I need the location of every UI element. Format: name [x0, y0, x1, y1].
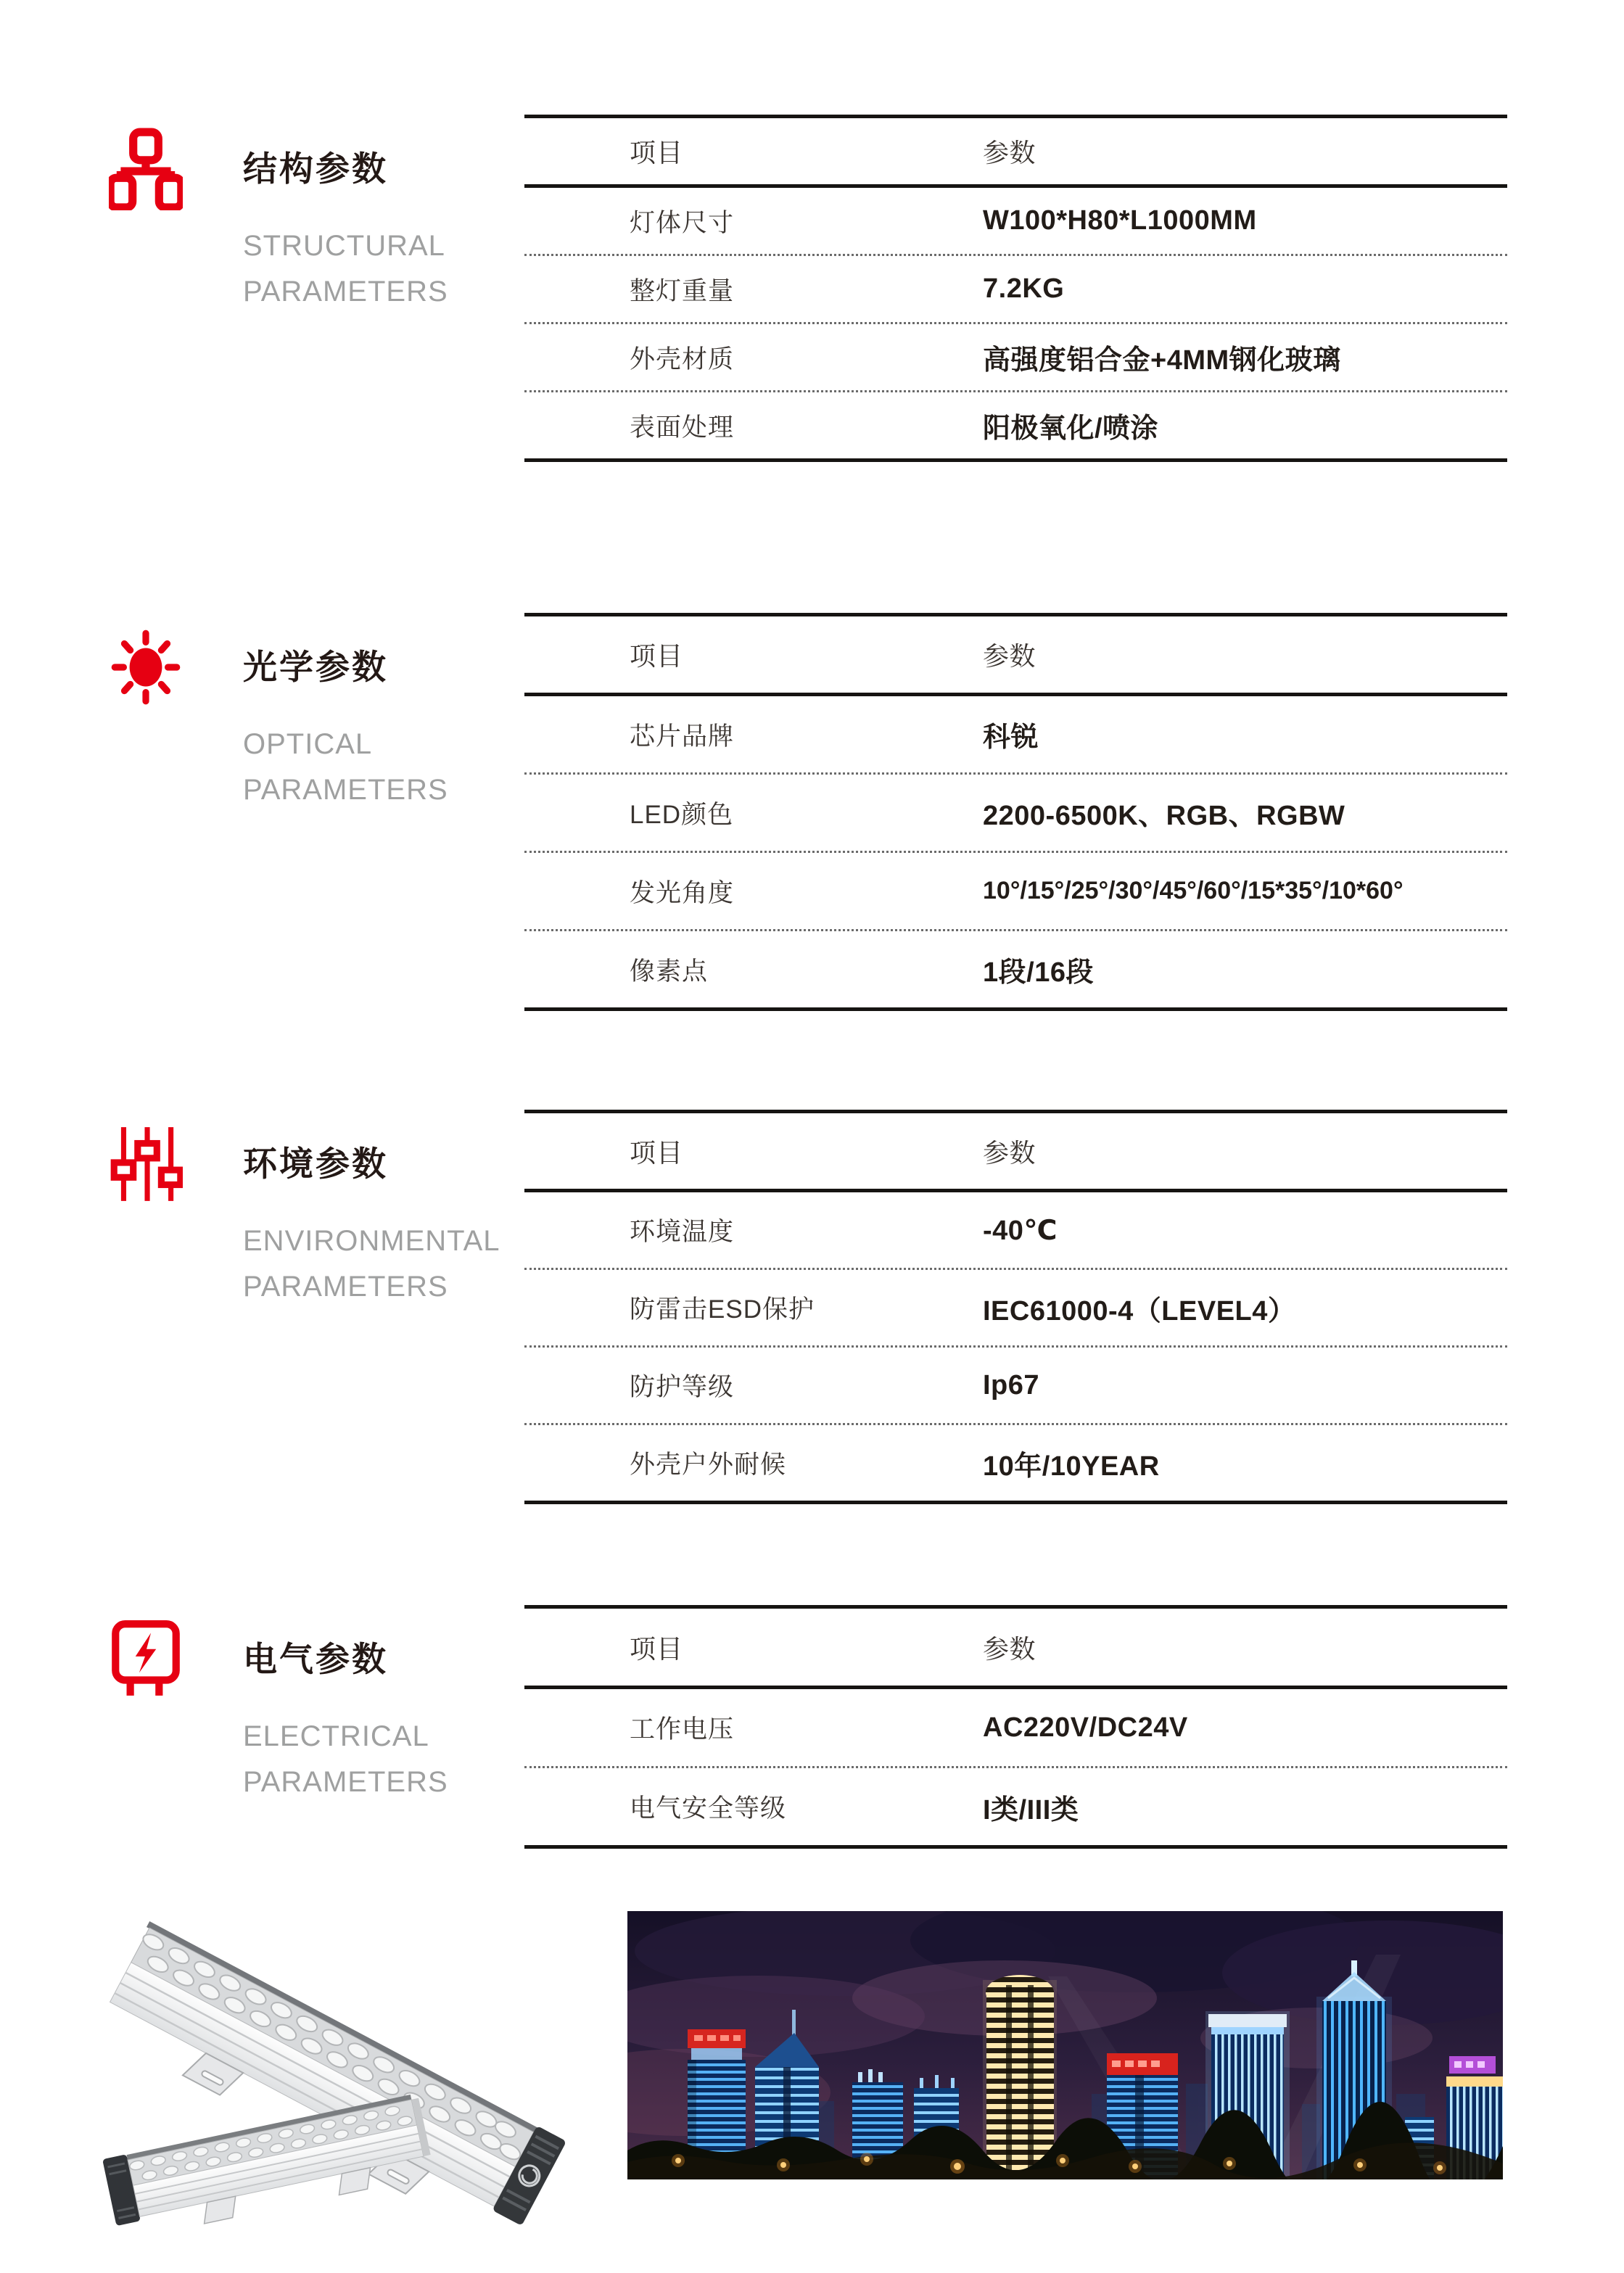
row-value: W100*H80*L1000MM — [983, 205, 1257, 236]
section-title-en-line1: ELECTRICAL — [243, 1720, 429, 1752]
section-title-en-line1: ENVIRONMENTAL — [243, 1225, 500, 1257]
product-image — [86, 1921, 666, 2240]
section-environmental-heading — [109, 1110, 522, 1414]
row-label: 工作电压 — [630, 1715, 735, 1744]
table-header-row — [524, 1113, 1507, 1192]
section-title-zh: 结构参数 — [243, 149, 388, 188]
header-item: 项目 — [630, 641, 684, 671]
city-night-image — [627, 1911, 1503, 2179]
section-structural-heading — [109, 115, 522, 419]
section-title-en-line2: PARAMETERS — [243, 1766, 448, 1798]
table-header-row — [524, 118, 1507, 188]
row-label: LED颜色 — [630, 800, 734, 829]
row-value: 7.2KG — [983, 273, 1065, 304]
row-label: 表面处理 — [630, 413, 735, 442]
building-landmark-gold — [983, 1975, 1057, 2179]
table-row — [524, 392, 1507, 458]
row-label: 外壳户外耐候 — [630, 1451, 787, 1479]
row-value: 1段/16段 — [983, 957, 1094, 988]
spec-table-electrical — [524, 1605, 1507, 1849]
row-value: Ip67 — [983, 1369, 1040, 1400]
section-title-zh: 环境参数 — [243, 1144, 388, 1183]
section-optical-heading — [109, 613, 522, 917]
row-value: 10°/15°/25°/30°/45°/60°/15*35°/10*60° — [983, 877, 1404, 904]
network-hierarchy-icon — [109, 128, 183, 210]
section-title-en — [243, 1218, 500, 1310]
table-header-row — [524, 1609, 1507, 1689]
header-item: 项目 — [630, 1633, 684, 1664]
row-label: 防雷击ESD保护 — [630, 1295, 815, 1324]
spec-table-structural — [524, 115, 1507, 462]
section-title-en-line1: OPTICAL — [243, 728, 373, 760]
table-row — [524, 931, 1507, 1007]
row-value: -40℃ — [983, 1215, 1058, 1246]
row-value: 10年/10YEAR — [983, 1451, 1160, 1482]
row-label: 芯片品牌 — [630, 722, 735, 751]
city-skyline-svg — [627, 1911, 1503, 2179]
table-row — [524, 1768, 1507, 1845]
section-title-en — [243, 722, 448, 813]
section-title-en-line1: STRUCTURAL — [243, 230, 445, 262]
section-title-zh: 光学参数 — [243, 648, 388, 686]
table-row — [524, 324, 1507, 392]
table-row — [524, 1192, 1507, 1270]
row-value: I类/III类 — [983, 1794, 1079, 1826]
row-label: 环境温度 — [630, 1218, 735, 1246]
section-title-en — [243, 223, 448, 315]
header-param: 参数 — [983, 138, 1036, 168]
row-label: 外壳材质 — [630, 345, 735, 374]
section-title-zh: 电气参数 — [243, 1640, 388, 1678]
header-item: 项目 — [630, 138, 684, 168]
row-value: 阳极氧化/喷涂 — [983, 413, 1159, 444]
table-row — [524, 696, 1507, 775]
section-title-en-line2: PARAMETERS — [243, 276, 448, 308]
spec-table-optical — [524, 613, 1507, 1011]
header-param: 参数 — [983, 1633, 1036, 1664]
row-label: 整灯重量 — [630, 276, 735, 305]
section-title-en — [243, 1714, 448, 1805]
row-label: 像素点 — [630, 957, 709, 986]
power-box-icon — [109, 1618, 183, 1701]
row-value: 2200-6500K、RGB、RGBW — [983, 801, 1345, 831]
section-title-en-line2: PARAMETERS — [243, 774, 448, 806]
header-param: 参数 — [983, 1137, 1036, 1168]
row-label: 灯体尺寸 — [630, 208, 735, 237]
sliders-icon — [109, 1123, 183, 1205]
table-row — [524, 188, 1507, 256]
row-label: 防护等级 — [630, 1373, 735, 1401]
row-label: 发光角度 — [630, 878, 735, 907]
spec-table-environmental — [524, 1110, 1507, 1504]
table-row — [524, 1425, 1507, 1501]
table-header-row — [524, 616, 1507, 696]
row-value: 科锐 — [983, 722, 1039, 753]
row-label: 电气安全等级 — [630, 1794, 787, 1823]
table-row — [524, 256, 1507, 324]
row-value: 高强度铝合金+4MM钢化玻璃 — [983, 345, 1341, 376]
table-row — [524, 853, 1507, 931]
sun-icon — [109, 626, 183, 709]
table-row — [524, 1270, 1507, 1348]
table-row — [524, 1348, 1507, 1425]
row-value: AC220V/DC24V — [983, 1712, 1188, 1743]
table-row — [524, 775, 1507, 853]
led-wall-washer-svg — [86, 1921, 666, 2240]
row-value: IEC61000-4（LEVEL4） — [983, 1295, 1296, 1327]
section-title-en-line2: PARAMETERS — [243, 1271, 448, 1303]
header-item: 项目 — [630, 1137, 684, 1168]
header-param: 参数 — [983, 641, 1036, 671]
table-row — [524, 1689, 1507, 1768]
section-electrical-heading — [109, 1605, 522, 1910]
